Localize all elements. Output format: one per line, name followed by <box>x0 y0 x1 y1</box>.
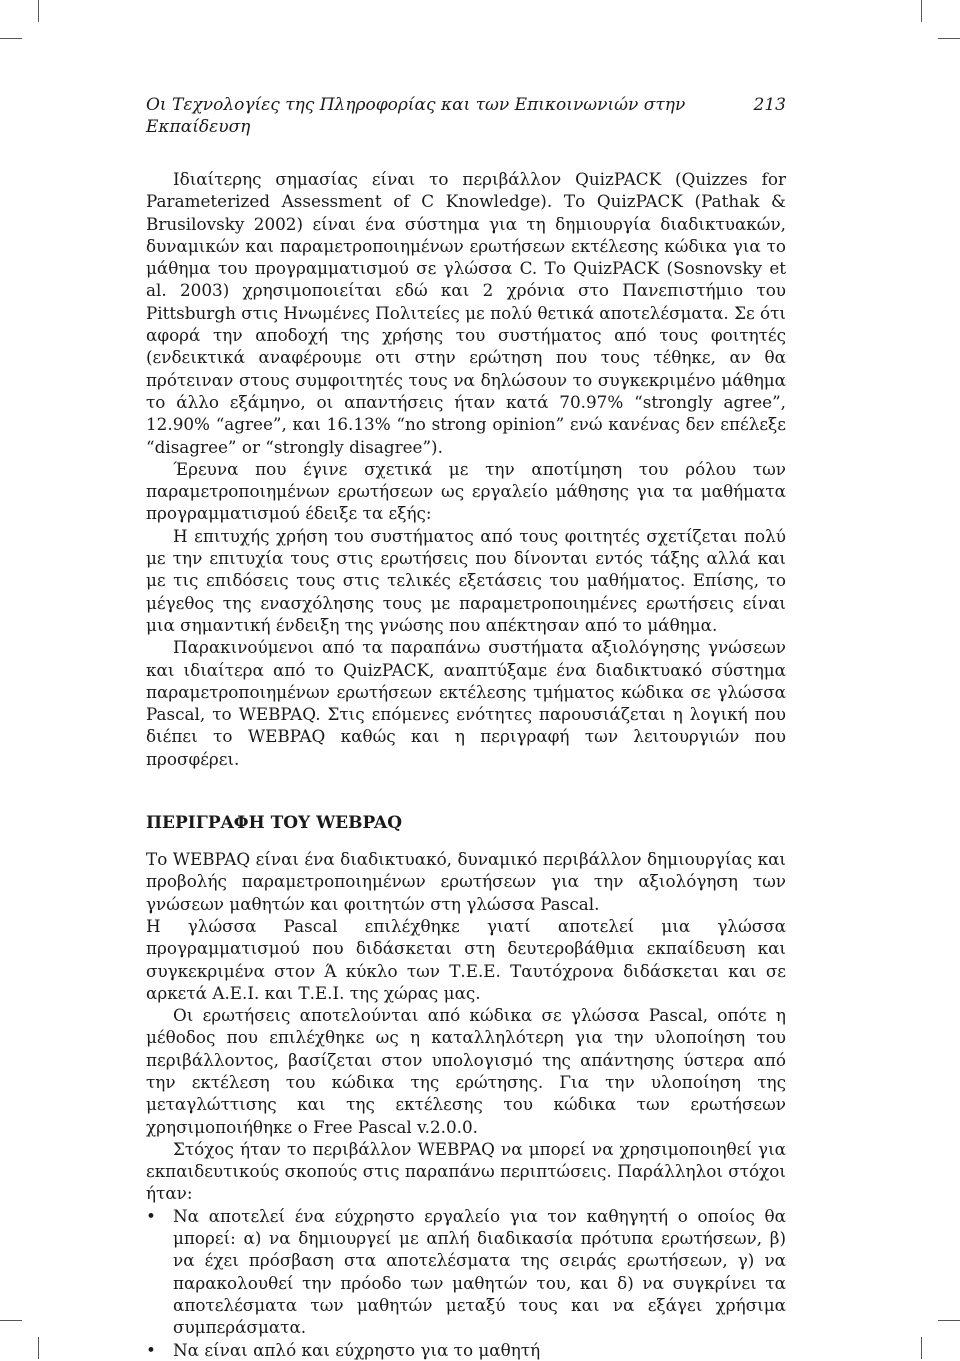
page-number: 213 <box>753 95 786 115</box>
crop-mark-top-left-horizontal <box>0 38 22 39</box>
paragraph: Στόχος ήταν το περιβάλλον WEBPAQ να μπορεί να χρησιμοποιηθεί για εκπαιδευτικούς σκοπούς στις παραπάνω περιπτώσεις. Παράλληλοι στόχοι ήταν: <box>146 1138 786 1204</box>
paragraph: Η επιτυχής χρήση του συστήματος από τους φοιτητές σχετίζεται πολύ με την επιτυχία τους στις ερωτήσεις που δίνονται εντός τάξης αλλά και με τις επιδόσεις τους στις τελικές εξετάσεις του μαθήματος. Επίσης, το μέγεθος της ενασχόλησης τους με παραμετροποιημένες ερωτήσεις είναι μια σημαντική ένδειξη της γνώσης που απέκτησαν από το μάθημα. <box>146 525 786 635</box>
goals-list <box>146 1205 786 1361</box>
list-item <box>146 1339 786 1361</box>
paragraph: Ιδιαίτερης σημασίας είναι το περιβάλλον QuizPACK (Quizzes for Parameterized Assessment of C Knowledge). Το QuizPACK (Pathak & Brusilovsky 2002) είναι ένα σύστημα για τη δημιουργία διαδικτυακών, δυναμικών και παραμετροποιημένων ερωτήσεων εκτέλεσης κώδικα για το μάθημα του προγραμματισμού σε γλώσσα C. Το QuizPACK (Sosnovsky et al. 2003) χρησιμοποιείται εδώ και 2 χρόνια στο Πανεπιστήμιο του Pittsburgh στις Ηνωμένες Πολιτείες με πολύ θετικά αποτελέσματα. Σε ότι αφορά την αποδοχή της χρήσης του συστήματος από τους φοιτητές (ενδεικτικά αναφέρουμε οτι στην ερώτηση που τους τέθηκε, αν θα πρότειναν στους συμφοιτητές τους να δηλώσουν το συγκεκριμένο μάθημα το άλλο εξάμηνο, οι απαντήσεις ήταν κατά 70.97% “strongly agree”, 12.90% “agree”, και 16.13% “no strong opinion” ενώ κανένας δεν επέλεξε “disagree” or “strongly disagree”). <box>146 169 786 457</box>
intro-body <box>146 168 786 770</box>
paragraph: Η γλώσσα Pascal επιλέχθηκε γιατί αποτελεί μια γλώσσα προγραμματισμού που διδάσκεται στη δευτεροβάθμια εκπαίδευση και συγκεκριμένα στον Ά κύκλο των Τ.Ε.Ε. Ταυτόχρονα διδάσκεται και σε αρκετά Α.Ε.Ι. και Τ.Ε.Ι. της χώρας μας. <box>146 915 786 1003</box>
paragraph: Το WEBPAQ είναι ένα διαδικτυακό, δυναμικό περιβάλλον δημιουργίας και προβολής παραμετροποιημένων ερωτήσεων για την αξιολόγηση των γνώσεων μαθητών και φοιτητών στη γλώσσα Pascal. <box>146 849 786 914</box>
crop-mark-top-right-horizontal <box>938 38 960 39</box>
bullet-icon: • <box>146 1205 156 1226</box>
section-heading: ΠΕΡΙΓΡΑΦΗ ΤΟΥ WEBPAQ <box>146 813 403 834</box>
crop-mark-top-right-vertical <box>921 0 922 22</box>
section-body <box>146 848 786 1205</box>
crop-mark-top-left-vertical <box>38 0 39 22</box>
running-title: Οι Τεχνολογίες της Πληροφορίας και των Επικοινωνιών στην Εκπαίδευση <box>146 95 686 137</box>
crop-mark-bottom-left-vertical <box>38 1337 39 1359</box>
list-item-text: Να είναι απλό και εύχρηστο για το μαθητή <box>173 1339 541 1360</box>
paragraph: Οι ερωτήσεις αποτελούνται από κώδικα σε γλώσσα Pascal, οπότε η μέθοδος που επιλέχθηκε ως η καταλληλότερη για την υλοποίηση του περιβάλλοντος, βασίζεται στον υπολογισμό της απάντησης ύστερα από την εκτέλεση του κώδικα της ερώτησης. Για την υλοποίηση της μεταγλώττισης και της εκτέλεσης του κώδικα των ερωτήσεων χρησιμοποιήθηκε ο Free Pascal v.2.0.0. <box>146 1005 786 1137</box>
paragraph: Έρευνα που έγινε σχετικά με την αποτίμηση του ρόλου των παραμετροποιημένων ερωτήσεων ως εργαλείο μάθησης για τα μαθήματα προγραμματισμού έδειξε τα εξής: <box>146 458 786 524</box>
paragraph: Παρακινούμενοι από τα παραπάνω συστήματα αξιολόγησης γνώσεων και ιδιαίτερα από το QuizPACK, αναπτύξαμε ένα διαδικτυακό σύστημα παραμετροποιημένων ερωτήσεων εκτέλεσης τμήματος κώδικα σε γλώσσα Pascal, το WEBPAQ. Στις επόμενες ενότητες παρουσιάζεται η λογική που διέπει το WEBPAQ καθώς και η περιγραφή των λειτουργιών που προσφέρει. <box>146 637 786 769</box>
bullet-icon: • <box>146 1339 156 1360</box>
document-page <box>146 94 786 1361</box>
crop-mark-bottom-left-horizontal <box>0 1320 22 1321</box>
crop-mark-bottom-right-vertical <box>921 1337 922 1359</box>
crop-mark-bottom-right-horizontal <box>938 1320 960 1321</box>
running-header <box>146 94 786 138</box>
list-item-text: Να αποτελεί ένα εύχρηστο εργαλείο για τον καθηγητή ο οποίος θα μπορεί: α) να δημιουργεί με απλή διαδικασία πρότυπα ερωτήσεων, β) να έχει πρόσβαση στα αποτελέσματα της σειράς ερωτήσεων, γ) να παρακολουθεί την πρόοδο των μαθητών του, και δ) να συγκρίνει τα αποτελέσματα των μαθητών μεταξύ τους και να εξάγει χρήσιμα συμπεράσματα. <box>173 1205 786 1338</box>
list-item <box>146 1205 786 1339</box>
